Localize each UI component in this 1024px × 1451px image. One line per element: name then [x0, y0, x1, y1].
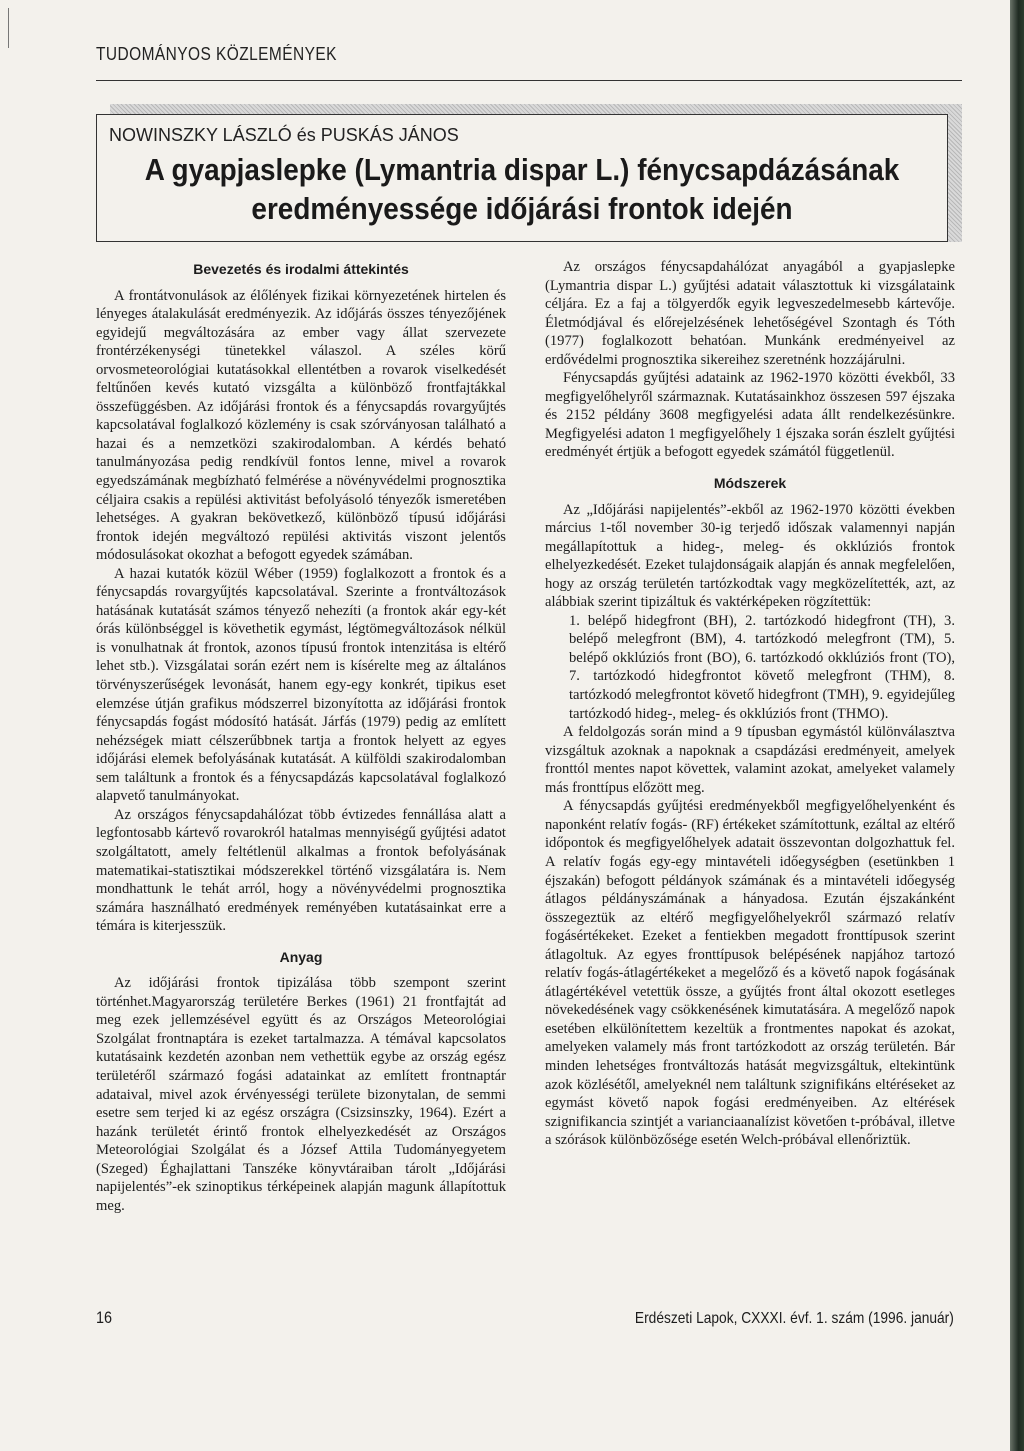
paragraph: A hazai kutatók közül Wéber (1959) foglalkozott a frontok és a fénycsapdás rovargyűjtés kapcsolatával. Szerinte a frontváltozások hatásának kutatását számos tényező nehezíti (a frontok akár egy-két órás különbséggel is követhetik egymást, légtömegváltozások nélkül is vonulhatnak át frontok, azonos típusú frontok intenzitása is eltérő lehet stb.). Vizsgálatai során ezért nem is kísérelte meg az általános törvényszerűségek levonását, hanem egy-egy konkrét, tipikus eset elemzése útján grafikus módszerrel bizonyította az időjárási frontok fénycsapdás fogást módosító hatását. Járfás (1979) pedig az említett nehézségek miatt célszerűbbnek tartja a frontok helyett az egyes időjárási elemek befolyásának kutatását. A külföldi szakirodalomban sem találtunk a frontok és a fénycsapdázás kapcsolatával foglalkozó alapvető tanulmányokat. [96, 565, 506, 805]
section-heading-introduction: Bevezetés és irodalmi áttekintés [193, 261, 409, 277]
running-head: TUDOMÁNYOS KÖZLEMÉNYEK [96, 44, 337, 64]
page-number: 16 [96, 1308, 113, 1327]
front-type-list [545, 612, 955, 723]
left-column [96, 258, 506, 1215]
paragraph: A feldolgozás során mind a 9 típusban egymástól különválasztva vizsgáltuk azoknak a napoknak a csapdázási eredményeit, amelyek fronttól mentes napot követtek, valamint azokat, amelyeket valamely más fronttípus előzött meg. [545, 724, 955, 796]
binding-edge [1010, 0, 1024, 1451]
article-title-line1: A gyapjaslepke (Lymantria dispar L.) fénycsapdázásának [144, 152, 900, 187]
paragraph: A frontátvonulások az élőlények fizikai környezetének hirtelen és lényeges átalakulását eredményezik. Az időjárás összes tényezőjének egyidejű megváltozására az ember vagy állat szervezete frontérzékenységi tünetekkel válaszol. A széles körű orvosmeteorológiai kutatásokkal ellentétben a rovarok viselkedését feltűnően kevés kutató vizsgálta a különböző frontfajtákkal összefüggésben. Az időjárási frontok és a fénycsapdás rovargyűjtés kapcsolatával foglalkozó közlemény is csak szórványosan található a hazai és a nemzetközi szakirodalomban. A kérdés beható tanulmányozása pedig rendkívül fontos lenne, mivel a rovarok egyedszámának megbízható felmérése a növényvédelmi prognosztika céljaira csakis a repülési aktivitást befolyásoló tényezők ismeretében lehetséges. A gyakran bekövetkező, különböző típusú időjárási frontok idején megváltozó repülési aktivitás viszont jelentős módosulásokat okozhat a befogott egyedek számában. [96, 287, 506, 564]
scan-mark [8, 8, 9, 48]
section-heading-material: Anyag [279, 948, 323, 965]
journal-citation: Erdészeti Lapok, CXXXI. évf. 1. szám (1996. január) [635, 1310, 954, 1327]
paragraph: A fénycsapdás gyűjtési eredményekből megfigyelőhelyenként és naponként relatív fogás- (RF) értékeket számítottunk, ezáltal az eltérő időpontok és megfigyelőhelyek adatait összevontan dolgozhattuk fel. A relatív fogás egy-egy mintavételi időegységben (esetünkben 1 éjszakán) befogott példányok számának és a mintavételi időegység átlagos példányszámának a hányadosa. Ezután éjszakánként összegeztük az eltérő megfigyelőhelyekről származó relatív fogásértékeket. Ezeket a fentiekben megadott fronttípusok szerint átlagoltuk. Az egyes fronttípusok belépésének napjához tartozó relatív fogás-átlagértékeket a megelőző és a követő napok fogásának átlagértékével vetettük össze, a gyűjtés front által okozott esetleges növekedésének vagy csökkenésének kimutatására. A megelőző napok esetében elkülönítettem kezeltük a frontmentes napokat és azokat, amelyeken valamely más front tartózkodott az ország területén. Bár minden lehetséges frontváltozás hatását megvizsgáltuk, eltekintünk azok közlésétől, amelyeknél nem találtunk szignifikáns eltéréseket az egymást követő napok fogási eredményeiben. Az eltérések szignifikancia szintjét a varianciaanalízist követően t-próbával, illetve a szórások különbözősége esetén Welch-próbával ellenőriztük. [545, 798, 955, 1149]
paragraph: Fénycsapdás gyűjtési adataink az 1962-1970 közötti évekből, 33 megfigyelőhelyről származnak. Kutatásainkhoz összesen 597 éjszaka és 2152 példány 3608 megfigyelési adata állt rendelkezésünkre. Megfigyelési adaton 1 megfigyelőhely 1 éjszaka során észlelt gyűjtési eredményét értjük a befogott egyedek számától függetlenül. [545, 370, 955, 461]
title-box [96, 114, 948, 242]
front-type-list-text: 1. belépő hidegfront (BH), 2. tartózkodó hidegfront (TH), 3. belépő melegfront (BM), 4. tartózkodó melegfront (TM), 5. belépő okklúziós front (BO), 6. tartózkodó okklúziós front (TO), 7. tartózkodó hidegfrontot követő melegfront (THM), 8. tartózkodó melegfrontot követő hidegfront (TMH), 9. egyidejűleg tartózkodó hideg-, meleg- és okklúziós front (THMO). [569, 612, 955, 722]
paragraph: Az időjárási frontok tipizálása több szempont szerint történhet.Magyarország területére Berkes (1961) 21 frontfajtát ad meg ezek jellemzésével együtt és az Országos Meteorológiai Szolgálat frontnaptára is ezeket tartalmazza. A témával kapcsolatos kutatásaink kezdetén azonban nem vethettük egybe az ország egész területéről származó fogási adatainkat az említett frontnaptár adataival, mivel azok érvényességi területe bizonytalan, de semmi esetre sem terjed ki az egész országra (Csizsinszky, 1964). Ezért a hazánk területét érintő frontok elhelyezkedését az Országos Meteorológiai Szolgálat és a József Attila Tudományegyetem (Szeged) Éghajlattani Tanszéke könyvtáraiban tárolt „Időjárási napijelentés”-ek szinoptikus térképeinek alapján magunk állapítottuk meg. [96, 975, 506, 1214]
article-title-line2: eredményessége időjárási frontok idején [251, 191, 793, 226]
section-heading-methods: Módszerek [713, 475, 787, 492]
authors: NOWINSZKY LÁSZLÓ és PUSKÁS JÁNOS [109, 125, 459, 145]
header-rule [96, 80, 962, 81]
right-column [545, 258, 955, 1150]
paragraph: Az országos fénycsapdahálózat több évtizedes fennállása alatt a legfontosabb kártevő rovarokról hatalmas mennyiségű gyűjtési adatot szolgáltatott, amely feltétlenül alkalmas a frontok befolyásának matematikai-statisztikai módszerekkel történő vizsgálatára is. Nem mondhattunk le tehát arról, hogy a növényvédelmi prognosztika számára használható eredmények reményében kutatásainkat erre a témára is kiterjesszük. [96, 806, 506, 935]
paragraph: Az „Időjárási napijelentés”-ekből az 1962-1970 közötti években március 1-től november 30-ig terjedő időszak valamennyi napján megállapítottuk a hideg-, meleg- és okklúziós frontok elhelyezkedését. Ezeket tulajdonságaik alapján és annak megfelelően, hogy az ország területén tartózkodtak vagy megközelítették, azt, az alábbiak szerint tipizáltuk és vaktérképeken rögzítettük: [545, 501, 955, 611]
paragraph: Az országos fénycsapdahálózat anyagából a gyapjaslepke (Lymantria dispar L.) gyűjtési adatait választottuk ki vizsgálataink céljára. Ez a faj a tölgyerdők egyik legveszedelmesebb kártevője. Életmódjával és előrejelzésének lehetőségével Szontagh és Tóth (1977) foglalkozott behatóan. Munkánk eredményeivel az erdővédelmi prognosztika sikereihez szeretnénk hozzájárulni. [545, 259, 955, 368]
